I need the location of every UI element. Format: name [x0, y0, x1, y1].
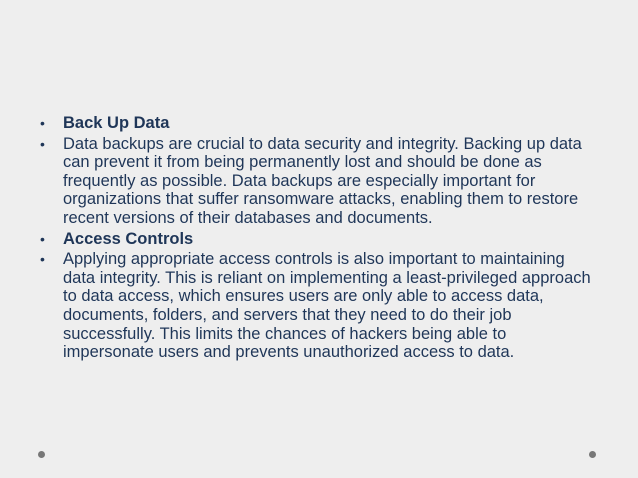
bullet-body-text: Applying appropriate access controls is also important to maintaining data integrity. This is reliant on implementing a least-privileged approach to data access, which ensures users are only able to access data, documents, folders, and servers that they need to do their job successfully. This limits the chances of hackers being able to impersonate users and prevents unauthorized access to data. [63, 250, 591, 362]
bullet-list [40, 114, 600, 364]
bullet-item-back-up-data-body [40, 135, 600, 228]
bullet-heading: Back Up Data [63, 114, 170, 132]
bullet-icon: • [40, 251, 45, 268]
decorative-dot-right [589, 451, 596, 458]
bullet-heading: Access Controls [63, 229, 194, 248]
bullet-icon: • [40, 115, 45, 131]
bullet-icon: • [40, 230, 45, 247]
bullet-body-text: Data backups are crucial to data security and integrity. Backing up data can prevent it from being permanently lost and should be done as frequently as possible. Data backups are especially important for organizations that suffer ransomware attacks, enabling them to restore recent versions of their databases and documents. [63, 134, 582, 227]
bullet-item-back-up-data-heading [40, 114, 600, 133]
bullet-icon: • [40, 135, 45, 152]
bullet-item-access-controls-heading [40, 230, 600, 249]
decorative-dot-left [38, 451, 45, 458]
bullet-item-access-controls-body [40, 250, 600, 362]
